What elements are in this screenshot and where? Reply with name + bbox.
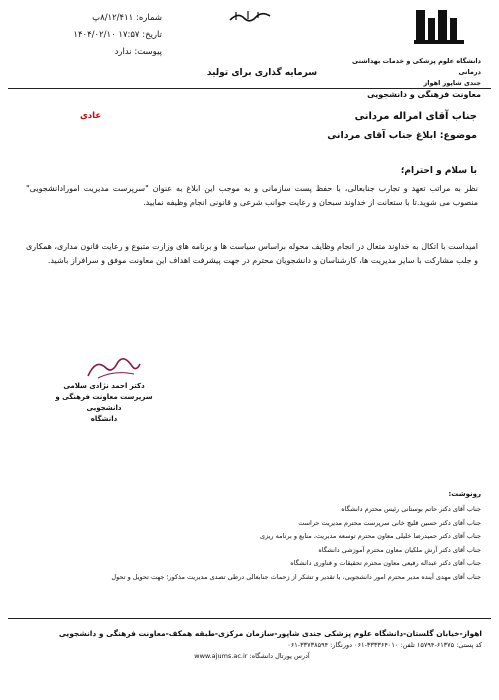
signer-org: دانشگاه: [90, 415, 118, 423]
letter-number: شماره: ۸/۱۲/۴۱۱پ: [92, 13, 162, 23]
subject-line: موضوع: ابلاغ جناب آقای مردانی: [327, 130, 477, 141]
body-paragraph: نظر به مراتب تعهد و تجارب جنابعالی، با حفظ پست سازمانی و به موجب این ابلاغ به عنوان "سرپرست مدیریت امورادانشجویی" منصوب می شوید.تا با ستعانت از خداوند سبحان و رعایت جوانب شرعی و قانونی انجام وظیفه نمایید.: [26, 184, 478, 207]
university-name-line: دانشگاه علوم پزشکی و خدمات بهداشتی درمانی: [352, 57, 481, 76]
cc-title: رونوشت:: [448, 490, 481, 498]
year-slogan: سرمایه گذاری برای تولید: [206, 68, 318, 78]
footer-portal: آدرس پورتال دانشگاه: www.ajums.ac.ir: [194, 652, 310, 660]
cc-item: جناب آقای دکتر عبداله رفیعی معاون محترم تحقیقات و فناوری دانشگاه: [290, 559, 481, 567]
footer-contact: کد پستی: ۶۱۳۷۵-۱۵۷۹۴ تلفن: ۳۳۳۳۶۴۰۱۰-۰۶۱ دورنگار: ۳۳۷۳۸۵۹۴-۰۶۱: [287, 640, 482, 649]
signature-scribble: [84, 352, 144, 382]
footer-address: اهواز-خیابان گلستان-دانشگاه علوم پزشکی جندی شاپور-سازمان مرکزی-طبقه همکف-معاونت فرهنگی و دانشجویی: [58, 629, 482, 638]
signer-title: سرپرست معاونت فرهنگی و دانشجویی: [55, 393, 153, 412]
cc-item: جناب آقای دکتر حسین قلیچ خانی سرپرست محترم مدیریت حراست: [298, 518, 481, 527]
cc-list: [11, 503, 481, 584]
cc-item: جناب آقای دکتر آرش ملکیان معاون محترم آموزشی دانشگاه: [318, 545, 481, 554]
university-name-block: [331, 56, 481, 100]
university-logo: [412, 8, 468, 46]
signer-name: دکتر احمد نژادی سلامی: [63, 382, 145, 390]
cc-item: جناب آقای مهدی آینده مدیر محترم امور دانشجویی، با تقدیر و تشکر از زحمات جنابعالی درطی تصدی مدیریت مذکور؛ جهت تحویل و تحول: [111, 572, 481, 581]
priority-label: عادی: [80, 111, 102, 121]
letter-meta: [22, 10, 162, 61]
letter-attachment: پیوست: ندارد: [114, 47, 162, 57]
basmala-calligraphy: [228, 8, 272, 24]
cc-item: جناب آقای دکتر حمیدرضا خلیلی معاون محترم توسعه مدیریت، منابع و برنامه ریزی: [259, 532, 481, 540]
cc-item: جناب آقای دکتر حاتم بوستانی رئیس محترم دانشگاه: [341, 505, 481, 513]
signer-block: [40, 381, 168, 425]
letter-date: تاریخ: ۱۷:۵۷ ۱۴۰۴/۰۲/۱۰: [73, 30, 162, 40]
footer-divider: [8, 618, 491, 619]
university-name-line: جندی شاپور اهواز: [423, 79, 481, 87]
recipient: جناب آقای امراله مردانی: [354, 111, 477, 122]
greeting: با سلام و احترام؛: [400, 166, 477, 176]
body-paragraph: امیداست با اتکال به خداوند متعال در انجام وظایف محوله براساس سیاست ها و برنامه های وزارت متبوع و رعایت قانون مداری، همکاری و جلب مشارکت با سایر مدیریت ها، کارشناسان و دانشجویان محترم در جهت پیشرفت اهداف این معاونت موفق و سرافراز باشید.: [26, 242, 478, 265]
department-name: معاونت فرهنگی و دانشجویی: [367, 90, 481, 99]
header-divider: [8, 88, 491, 89]
footer: [22, 628, 482, 663]
